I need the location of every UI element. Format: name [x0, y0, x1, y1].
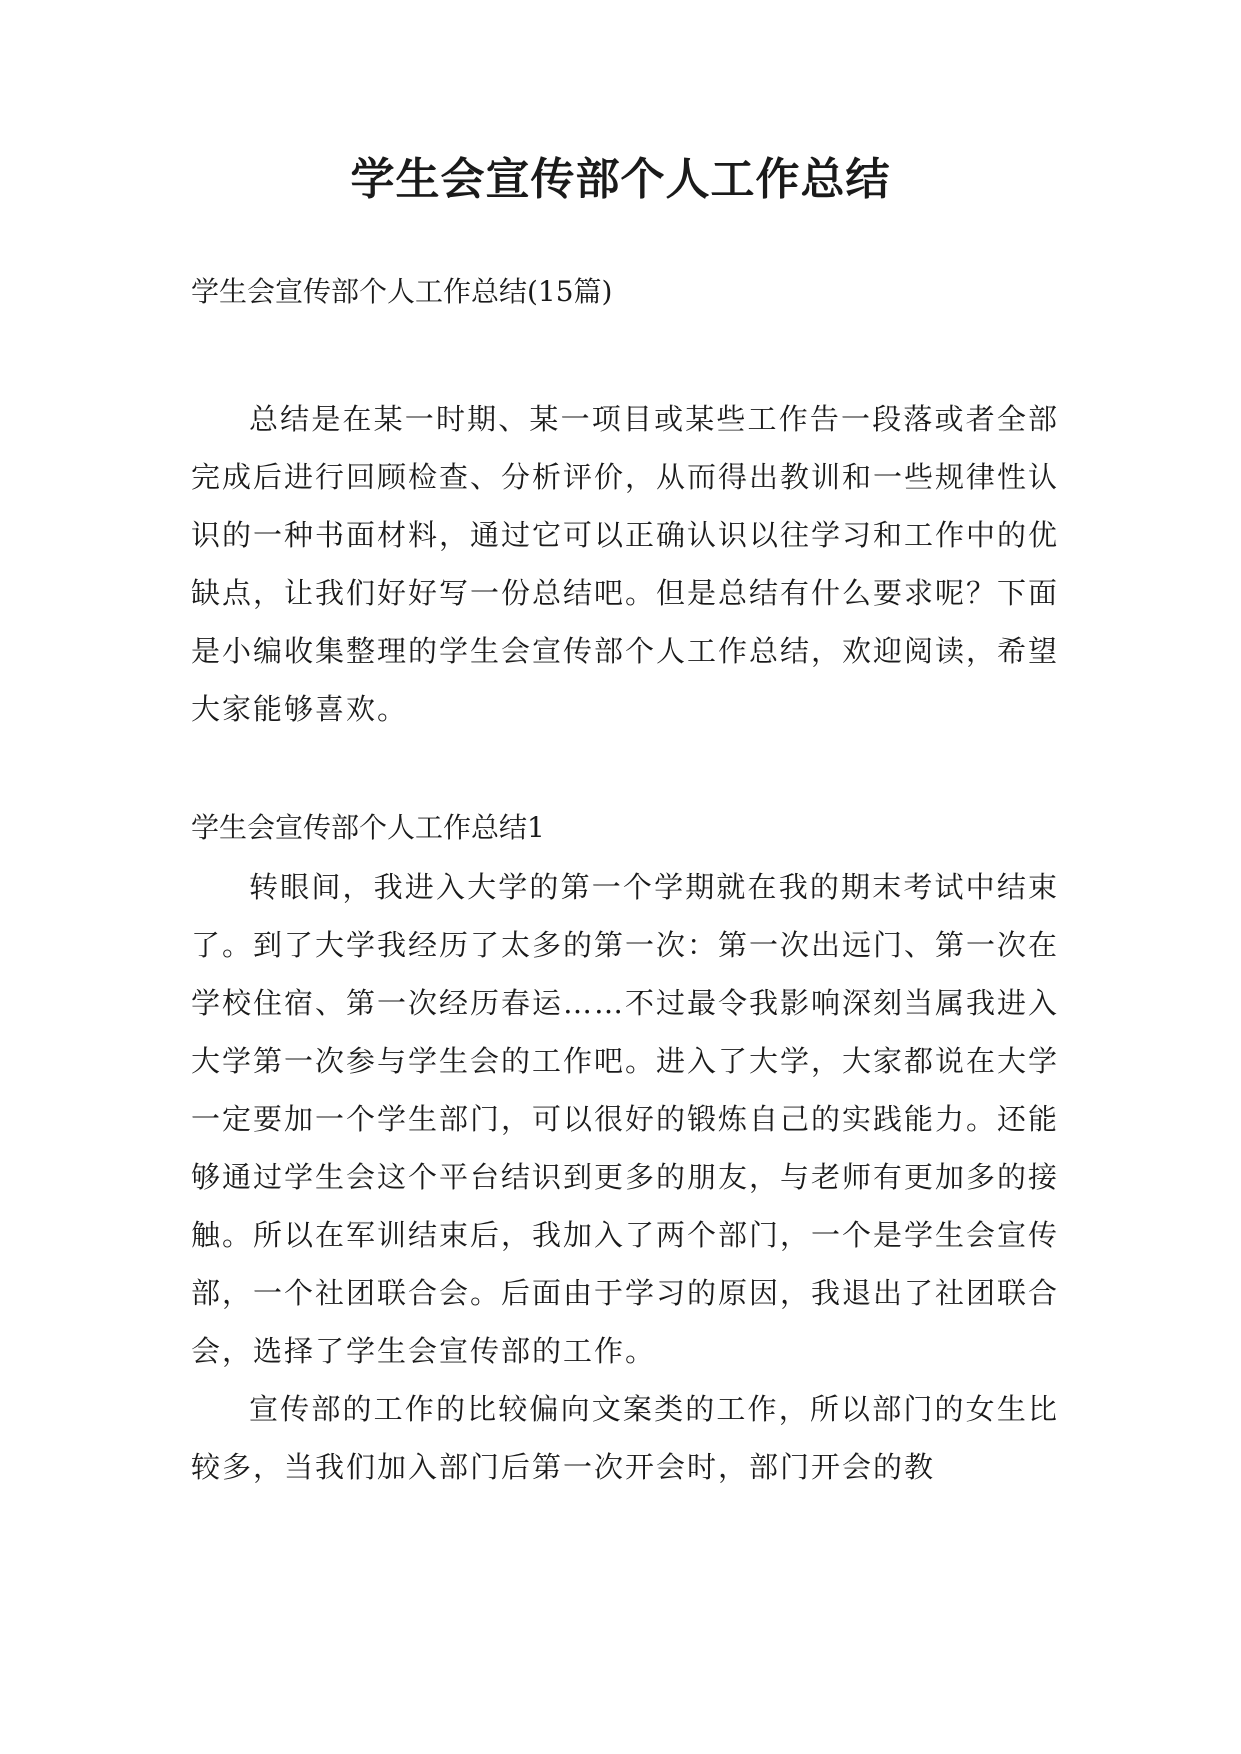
document-title: 学生会宣传部个人工作总结	[350, 154, 891, 205]
document-subtitle: 学生会宣传部个人工作总结(15篇)	[191, 275, 613, 308]
section-heading: 学生会宣传部个人工作总结1	[191, 811, 545, 844]
spacer	[191, 738, 1059, 798]
spacer	[191, 322, 1059, 390]
section-paragraph: 宣传部的工作的比较偏向文案类的工作，所以部门的女生比较多，当我们加入部门后第一次开会时，部门开会的教	[191, 1392, 1059, 1484]
section-paragraph: 转眼间，我进入大学的第一个学期就在我的期末考试中结束了。到了大学我经历了太多的第一次：第一次出远门、第一次在学校住宿、第一次经历春运……不过最令我影响深刻当属我进入大学第一次参与学生会的工作吧。进入了大学，大家都说在大学一定要加一个学生部门，可以很好的锻炼自己的实践能力。还能够通过学生会这个平台结识到更多的朋友，与老师有更加多的接触。所以在军训结束后，我加入了两个部门，一个是学生会宣传部，一个社团联合会。后面由于学习的原因，我退出了社团联合会，选择了学生会宣传部的工作。	[191, 870, 1060, 1368]
document-body	[191, 262, 1059, 1496]
intro-paragraph: 总结是在某一时期、某一项目或某些工作告一段落或者全部完成后进行回顾检查、分析评价，从而得出教训和一些规律性认识的一种书面材料，通过它可以正确认识以往学习和工作中的优缺点，让我们好好写一份总结吧。但是总结有什么要求呢？下面是小编收集整理的学生会宣传部个人工作总结，欢迎阅读，希望大家能够喜欢。	[191, 402, 1060, 726]
